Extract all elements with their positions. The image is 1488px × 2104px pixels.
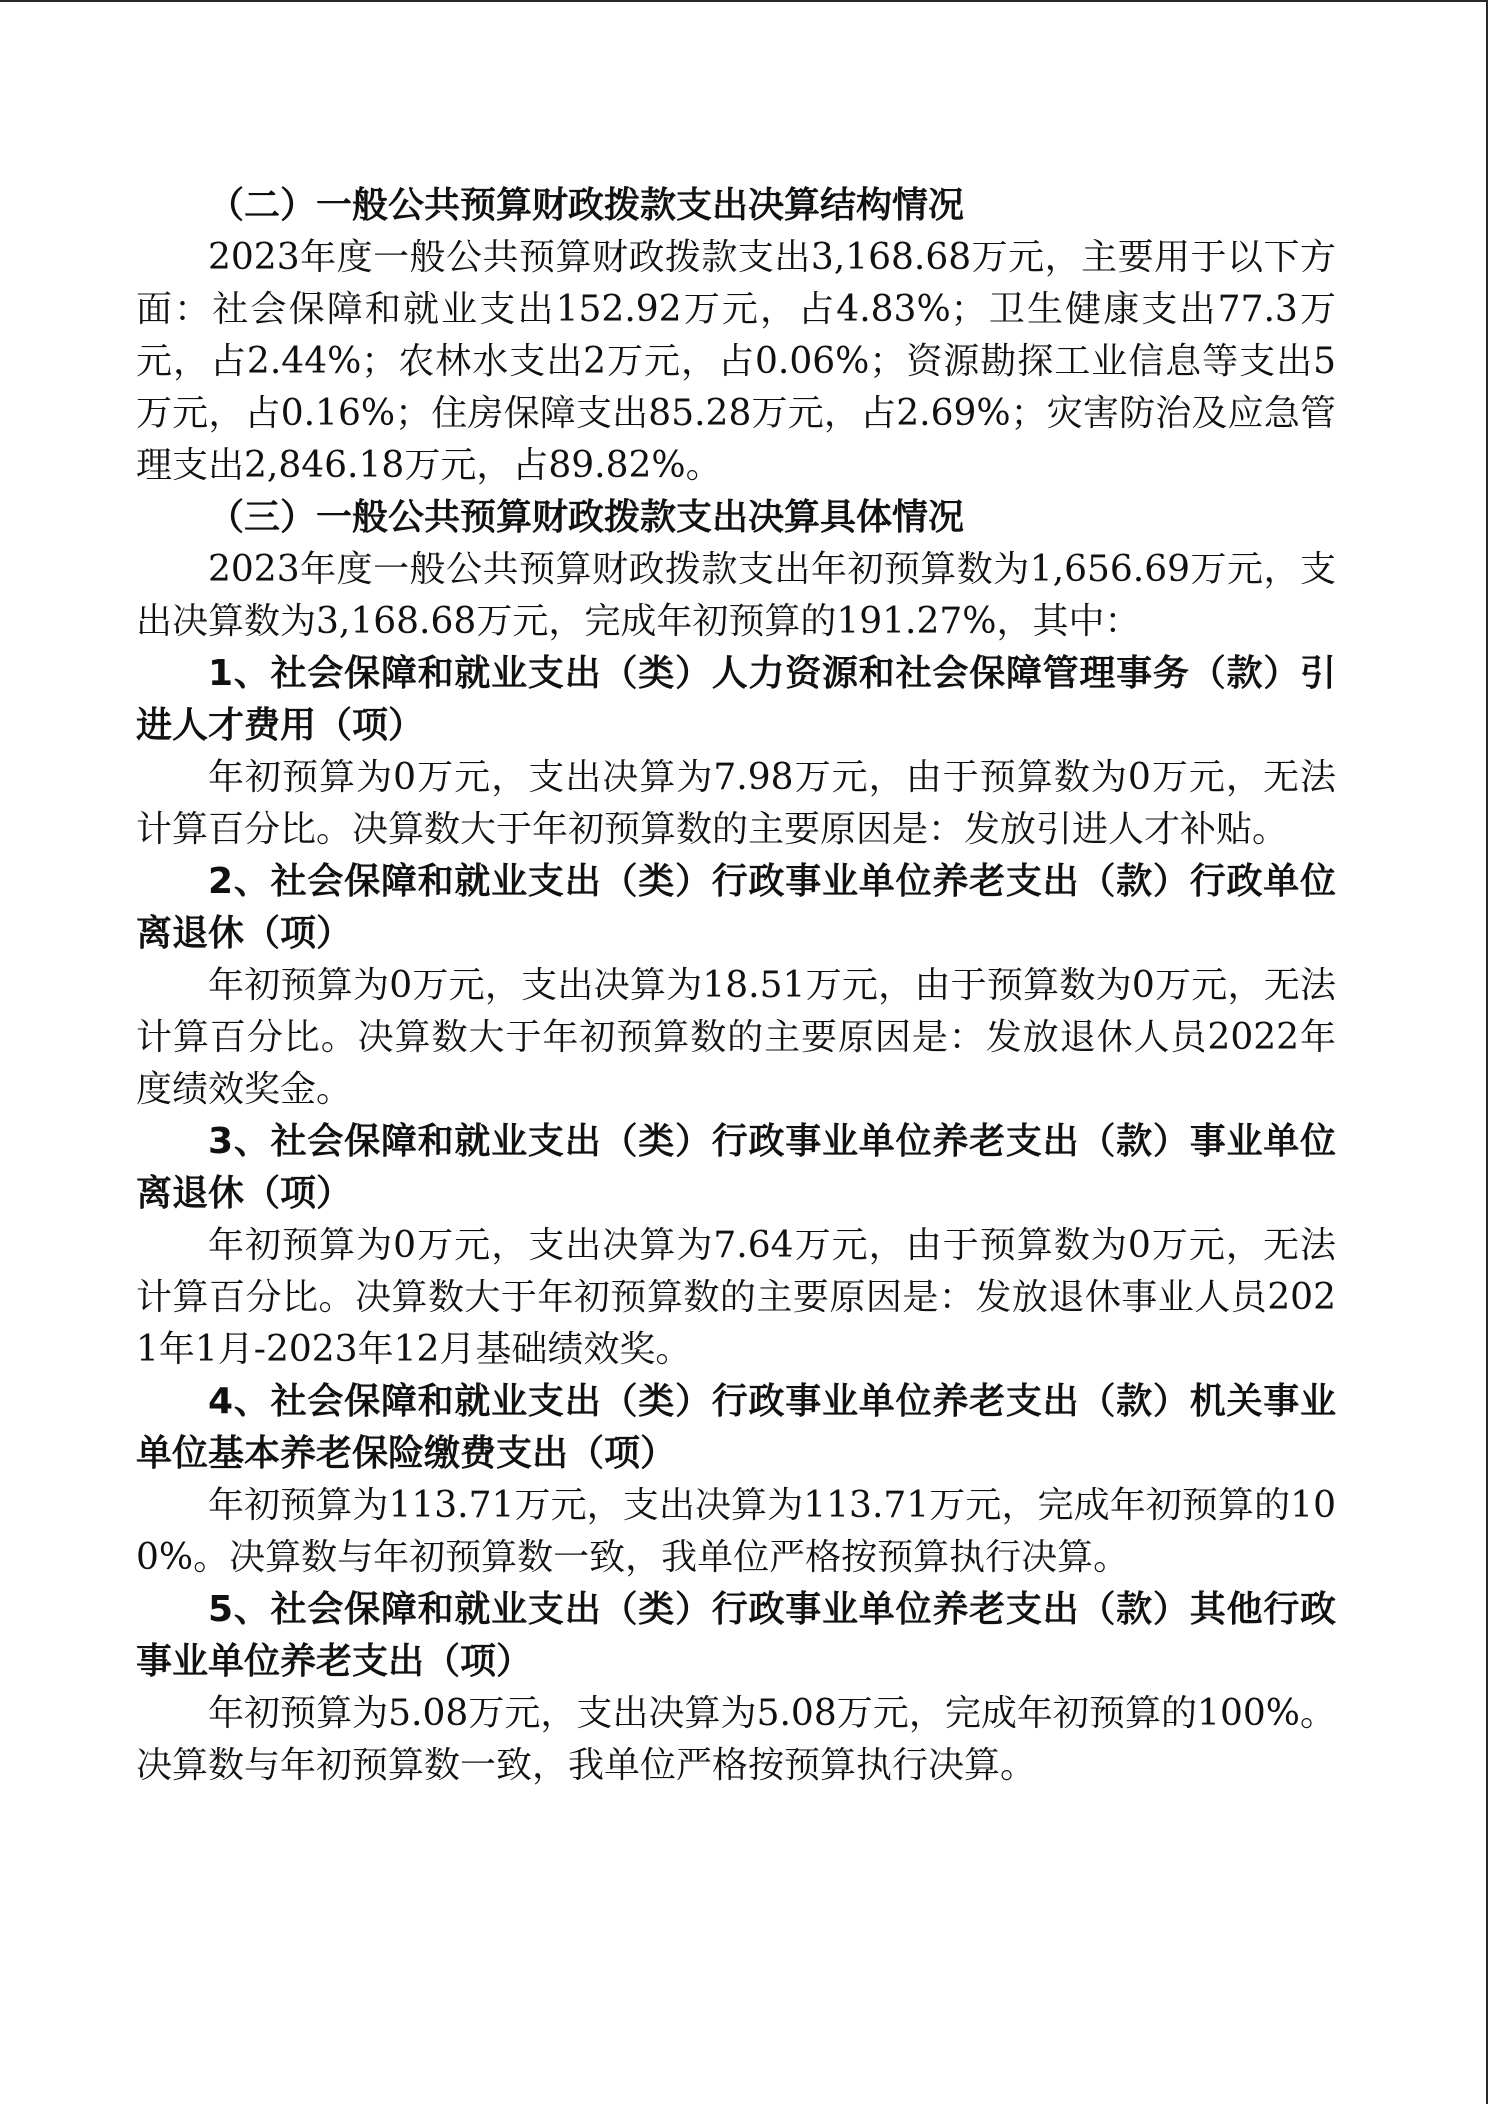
document-body [136, 180, 1336, 1792]
item-paragraph-1: 年初预算为0万元，支出决算为7.98万元，由于预算数为0万元，无法计算百分比。决算数大于年初预算数的主要原因是：发放引进人才补贴。 [136, 757, 1336, 850]
section-heading-details: （三）一般公共预算财政拨款支出决算具体情况 [208, 497, 965, 538]
page-border-top [0, 0, 1488, 2]
item-paragraph-4: 年初预算为113.71万元，支出决算为113.71万元，完成年初预算的100%。决算数与年初预算数一致，我单位严格按预算执行决算。 [136, 1485, 1336, 1578]
item-paragraph-2: 年初预算为0万元，支出决算为18.51万元，由于预算数为0万元，无法计算百分比。决算数大于年初预算数的主要原因是：发放退休人员2022年度绩效奖金。 [136, 965, 1336, 1110]
section-heading-structure: （二）一般公共预算财政拨款支出决算结构情况 [208, 185, 965, 226]
item-heading-2: 2、社会保障和就业支出（类）行政事业单位养老支出（款）行政单位离退休（项） [136, 861, 1336, 954]
paragraph-structure-summary: 2023年度一般公共预算财政拨款支出3,168.68万元，主要用于以下方面：社会保障和就业支出152.92万元，占4.83%；卫生健康支出77.3万元，占2.44%；农林水支出2万元，占0.06%；资源勘探工业信息等支出5万元，占0.16%；住房保障支出85.28万元，占2.69%；灾害防治及应急管理支出2,846.18万元，占89.82%。 [136, 237, 1336, 486]
item-heading-4: 4、社会保障和就业支出（类）行政事业单位养老支出（款）机关事业单位基本养老保险缴费支出（项） [136, 1381, 1336, 1474]
item-paragraph-5: 年初预算为5.08万元，支出决算为5.08万元，完成年初预算的100%。决算数与年初预算数一致，我单位严格按预算执行决算。 [136, 1693, 1336, 1786]
item-heading-3: 3、社会保障和就业支出（类）行政事业单位养老支出（款）事业单位离退休（项） [136, 1121, 1336, 1214]
item-paragraph-3: 年初预算为0万元，支出决算为7.64万元，由于预算数为0万元，无法计算百分比。决算数大于年初预算数的主要原因是：发放退休事业人员2021年1月-2023年12月基础绩效奖。 [136, 1225, 1336, 1370]
item-heading-1: 1、社会保障和就业支出（类）人力资源和社会保障管理事务（款）引进人才费用（项） [136, 653, 1336, 746]
item-heading-5: 5、社会保障和就业支出（类）行政事业单位养老支出（款）其他行政事业单位养老支出（项） [136, 1589, 1336, 1682]
paragraph-details-summary: 2023年度一般公共预算财政拨款支出年初预算数为1,656.69万元，支出决算数为3,168.68万元，完成年初预算的191.27%，其中： [136, 549, 1336, 642]
